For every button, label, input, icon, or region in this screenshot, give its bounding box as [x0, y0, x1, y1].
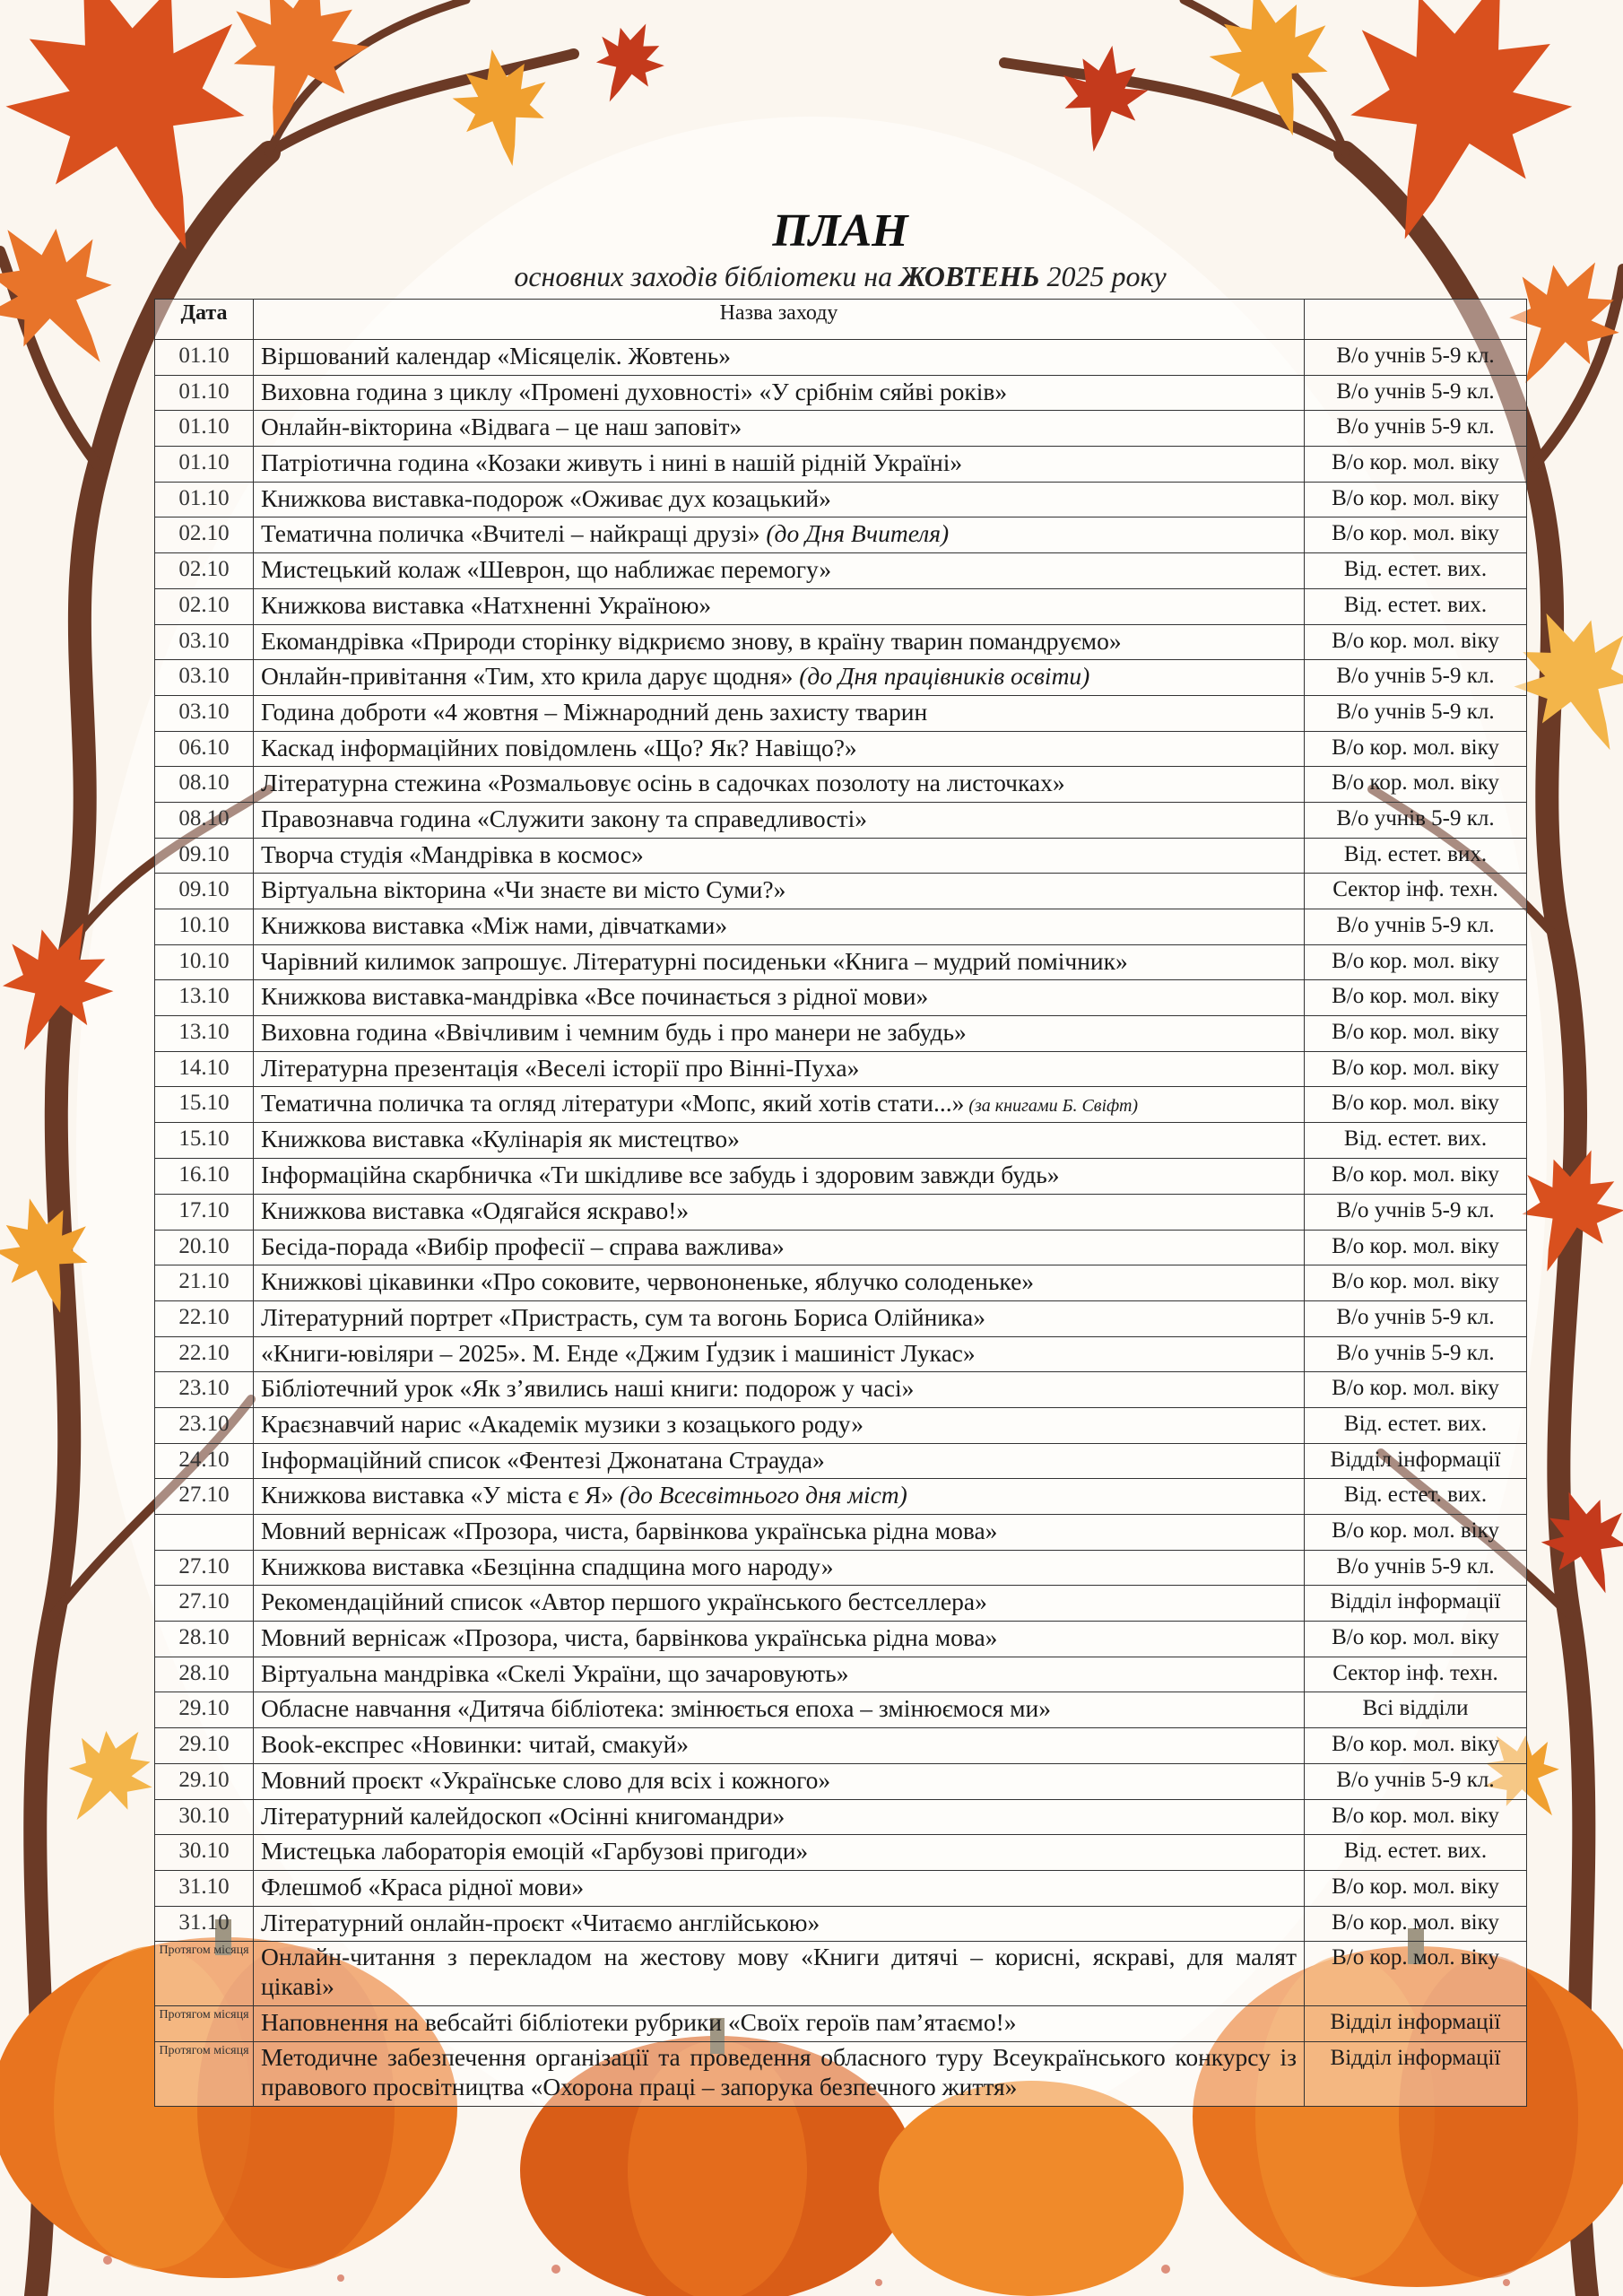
event-name: Літературна стежина «Розмальовує осінь в садочках позолоту на листочках»: [261, 769, 1065, 797]
event-name-cell: [254, 1336, 1305, 1372]
table-row: [155, 1835, 1527, 1871]
event-date: Протягом місяця: [155, 1942, 254, 2006]
event-name: Книжкова виставка-подорож «Оживає дух козацький»: [261, 483, 831, 512]
event-responsible: В/о учнів 5-9 кл.: [1305, 1194, 1527, 1230]
table-header-row: [155, 300, 1527, 340]
event-name: Книжкова виставка «Одягайся яскраво!»: [261, 1196, 690, 1224]
event-responsible: В/о кор. мол. віку: [1305, 1230, 1527, 1265]
event-responsible: В/о учнів 5-9 кл.: [1305, 909, 1527, 945]
event-name: Книжкова виставка «У міста є Я»: [261, 1481, 614, 1509]
event-responsible: В/о учнів 5-9 кл.: [1305, 695, 1527, 731]
event-responsible: В/о кор. мол. віку: [1305, 980, 1527, 1016]
event-name-cell: [254, 1051, 1305, 1087]
event-name-cell: [254, 1906, 1305, 1942]
event-name: Book-експрес «Новинки: читай, смакуй»: [261, 1730, 690, 1759]
event-responsible: Сектор інф. техн.: [1305, 874, 1527, 909]
event-name: Віртуальна вікторина «Чи знаєте ви місто Суми?»: [261, 875, 786, 904]
event-date: 23.10: [155, 1372, 254, 1408]
event-name: Наповнення на вебсайті бібліотеки рубрики «Своїх героїв пам’ятаємо!»: [261, 2008, 1017, 2037]
event-name: Книжкова виставка «Між нами, дівчатками»: [261, 911, 728, 939]
event-responsible: Відділ інформації: [1305, 2041, 1527, 2106]
table-row: [155, 2006, 1527, 2042]
table-row: [155, 1443, 1527, 1479]
event-name-cell: [254, 1300, 1305, 1336]
event-responsible: Від. естет. вих.: [1305, 1479, 1527, 1515]
table-row: [155, 944, 1527, 980]
event-date: 01.10: [155, 340, 254, 376]
event-date: 21.10: [155, 1265, 254, 1301]
event-name-cell: [254, 1372, 1305, 1408]
event-date: 15.10: [155, 1123, 254, 1159]
event-responsible: В/о кор. мол. віку: [1305, 1265, 1527, 1301]
table-row: [155, 1336, 1527, 1372]
event-name-cell: [254, 980, 1305, 1016]
event-name: Чарівний килимок запрошує. Літературні посиденьки «Книга – мудрий помічник»: [261, 946, 1128, 975]
event-responsible: В/о учнів 5-9 кл.: [1305, 340, 1527, 376]
event-date: 02.10: [155, 588, 254, 624]
event-name-cell: [254, 553, 1305, 589]
event-name-cell: [254, 1657, 1305, 1692]
table-row: [155, 1906, 1527, 1942]
event-responsible: В/о кор. мол. віку: [1305, 1942, 1527, 2006]
event-name: Мистецька лабораторія емоцій «Гарбузові пригоди»: [261, 1837, 809, 1866]
event-name: Екомандрівка «Природи сторінку відкриємо знову, в країну тварин помандруємо»: [261, 626, 1122, 655]
event-responsible: Відділ інформації: [1305, 1443, 1527, 1479]
table-row: [155, 2041, 1527, 2106]
event-name-cell: [254, 731, 1305, 767]
event-date: 22.10: [155, 1300, 254, 1336]
event-responsible: Всі відділи: [1305, 1692, 1527, 1728]
event-date: 09.10: [155, 874, 254, 909]
table-row: [155, 1372, 1527, 1408]
event-name: Флешмоб «Краса рідної мови»: [261, 1872, 585, 1900]
event-name: Мистецький колаж «Шеврон, що наближає перемогу»: [261, 555, 832, 584]
event-date: [155, 1515, 254, 1551]
event-responsible: Від. естет. вих.: [1305, 1123, 1527, 1159]
event-name: Онлайн-вікторина «Відвага – це наш заповіт»: [261, 413, 742, 441]
event-date: 31.10: [155, 1906, 254, 1942]
table-row: [155, 1300, 1527, 1336]
event-name-cell: [254, 588, 1305, 624]
event-name-cell: [254, 482, 1305, 517]
event-responsible: Від. естет. вих.: [1305, 1835, 1527, 1871]
event-name-cell: [254, 1942, 1305, 2006]
event-date: 20.10: [155, 1230, 254, 1265]
table-row: [155, 411, 1527, 447]
event-responsible: В/о кор. мол. віку: [1305, 1159, 1527, 1195]
event-name-cell: [254, 517, 1305, 553]
event-name-cell: [254, 1087, 1305, 1123]
table-row: [155, 838, 1527, 874]
event-name: «Книги-ювіляри – 2025». М. Енде «Джим Ґудзик і машиніст Лукас»: [261, 1338, 976, 1367]
table-row: [155, 767, 1527, 803]
table-row: [155, 517, 1527, 553]
event-date: 22.10: [155, 1336, 254, 1372]
event-name: Інформаційна скарбничка «Ти шкідливе все забудь і здоровим завжди будь»: [261, 1161, 1060, 1189]
event-name: Правознавча година «Служити закону та справедливості»: [261, 804, 867, 832]
event-date: 10.10: [155, 944, 254, 980]
table-row: [155, 1550, 1527, 1586]
event-name-cell: [254, 375, 1305, 411]
plan-title: ПЛАН: [772, 205, 908, 257]
event-name-cell: [254, 1194, 1305, 1230]
event-responsible: В/о кор. мол. віку: [1305, 1906, 1527, 1942]
event-name-cell: [254, 1016, 1305, 1052]
event-responsible: В/о кор. мол. віку: [1305, 731, 1527, 767]
event-name-cell: [254, 1479, 1305, 1515]
table-row: [155, 1728, 1527, 1764]
event-name: Віршований календар «Місяцелік. Жовтень»: [261, 342, 731, 370]
table-row: [155, 1942, 1527, 2006]
event-date: 29.10: [155, 1728, 254, 1764]
event-responsible: В/о кор. мол. віку: [1305, 1016, 1527, 1052]
event-name: Бібліотечний урок «Як з’явились наші книги: подорож у часі»: [261, 1374, 915, 1403]
event-name-cell: [254, 411, 1305, 447]
event-name-cell: [254, 1870, 1305, 1906]
event-date: 10.10: [155, 909, 254, 945]
event-name: Виховна година з циклу «Промені духовності» «У срібнім сяйві років»: [261, 377, 1008, 405]
table-row: [155, 802, 1527, 838]
table-row: [155, 980, 1527, 1016]
event-name-cell: [254, 2006, 1305, 2042]
event-responsible: В/о кор. мол. віку: [1305, 624, 1527, 660]
event-name-cell: [254, 660, 1305, 696]
event-name: Літературний калейдоскоп «Осінні книгомандри»: [261, 1801, 785, 1830]
event-responsible: Відділ інформації: [1305, 1586, 1527, 1622]
event-name-cell: [254, 1728, 1305, 1764]
event-responsible: В/о кор. мол. віку: [1305, 1372, 1527, 1408]
event-date: 08.10: [155, 767, 254, 803]
table-row: [155, 660, 1527, 696]
header-responsible: [1305, 300, 1527, 340]
event-name-cell: [254, 1586, 1305, 1622]
table-row: [155, 1799, 1527, 1835]
event-name: Рекомендаційний список «Автор першого українського бестселлера»: [261, 1587, 987, 1616]
event-responsible: В/о кор. мол. віку: [1305, 1087, 1527, 1123]
event-date: 02.10: [155, 553, 254, 589]
table-row: [155, 1692, 1527, 1728]
event-date: 16.10: [155, 1159, 254, 1195]
event-name: Мовний вернісаж «Прозора, чиста, барвінкова українська рідна мова»: [261, 1517, 998, 1544]
table-row: [155, 1051, 1527, 1087]
event-responsible: В/о учнів 5-9 кл.: [1305, 1300, 1527, 1336]
event-name: Тематична поличка та огляд літератури «Мопс, який хотів стати...»: [261, 1089, 965, 1118]
table-row: [155, 1870, 1527, 1906]
table-row: [155, 340, 1527, 376]
event-responsible: В/о кор. мол. віку: [1305, 482, 1527, 517]
event-date: 29.10: [155, 1692, 254, 1728]
event-date: Протягом місяця: [155, 2006, 254, 2042]
table-row: [155, 1622, 1527, 1657]
event-name-cell: [254, 1622, 1305, 1657]
event-date: 01.10: [155, 447, 254, 483]
event-name: Віртуальна мандрівка «Скелі України, що зачаровують»: [261, 1658, 849, 1687]
event-note: (до Дня Вчителя): [759, 519, 950, 548]
events-table: [154, 299, 1527, 2107]
table-row: [155, 1230, 1527, 1265]
event-date: 15.10: [155, 1087, 254, 1123]
event-name-cell: [254, 1265, 1305, 1301]
event-responsible: В/о кор. мол. віку: [1305, 447, 1527, 483]
event-name-cell: [254, 1763, 1305, 1799]
event-date: 01.10: [155, 482, 254, 517]
event-name-cell: [254, 1515, 1305, 1551]
event-name-cell: [254, 874, 1305, 909]
event-name: Інформаційний список «Фентезі Джонатана Страуда»: [261, 1445, 825, 1474]
event-date: Протягом місяця: [155, 2041, 254, 2106]
event-date: 27.10: [155, 1550, 254, 1586]
event-responsible: В/о кор. мол. віку: [1305, 1728, 1527, 1764]
event-date: 31.10: [155, 1870, 254, 1906]
table-row: [155, 375, 1527, 411]
event-name: Година доброти «4 жовтня – Міжнародний день захисту тварин: [261, 697, 928, 726]
event-date: 24.10: [155, 1443, 254, 1479]
event-date: 01.10: [155, 411, 254, 447]
event-name: Літературний онлайн-проєкт «Читаємо англійською»: [261, 1908, 820, 1936]
event-date: 02.10: [155, 517, 254, 553]
event-responsible: В/о кор. мол. віку: [1305, 767, 1527, 803]
event-name: Мовний вернісаж «Прозора, чиста, барвінкова українська рідна мова»: [261, 1623, 998, 1652]
event-date: 01.10: [155, 375, 254, 411]
event-date: 03.10: [155, 695, 254, 731]
event-date: 13.10: [155, 980, 254, 1016]
event-name-cell: [254, 944, 1305, 980]
event-date: 23.10: [155, 1407, 254, 1443]
table-row: [155, 1763, 1527, 1799]
event-name-cell: [254, 2041, 1305, 2106]
document-heading: [154, 204, 1526, 292]
event-name: Творча студія «Мандрівка в космос»: [261, 839, 644, 868]
event-responsible: Від. естет. вих.: [1305, 553, 1527, 589]
event-responsible: Від. естет. вих.: [1305, 588, 1527, 624]
event-responsible: Від. естет. вих.: [1305, 838, 1527, 874]
table-row: [155, 1479, 1527, 1515]
event-date: 27.10: [155, 1479, 254, 1515]
event-responsible: В/о кор. мол. віку: [1305, 944, 1527, 980]
event-name: Онлайн-читання з перекладом на жестову мову «Книги дитячі – корисні, яскраві, для малят цікаві»: [261, 1943, 1297, 2001]
event-responsible: Від. естет. вих.: [1305, 1407, 1527, 1443]
table-row: [155, 447, 1527, 483]
event-name: Методичне забезпечення організації та проведення обласного туру Всеукраїнського конкурсу із правового просвітництва «Охорона праці – запорука безпечного життя»: [261, 2042, 1297, 2100]
event-name: Патріотична година «Козаки живуть і нині в нашій рідній Україні»: [261, 448, 963, 477]
event-note: (до Всесвітнього дня міст): [613, 1481, 907, 1509]
event-responsible: В/о учнів 5-9 кл.: [1305, 660, 1527, 696]
event-name: Онлайн-привітання «Тим, хто крила дарує щодня»: [261, 662, 794, 691]
event-name-cell: [254, 695, 1305, 731]
event-name: Літературна презентація «Веселі історії про Вінні-Пуха»: [261, 1053, 860, 1082]
event-date: 30.10: [155, 1799, 254, 1835]
event-name: Літературний портрет «Пристрасть, сум та вогонь Бориса Олійника»: [261, 1302, 985, 1331]
event-responsible: В/о кор. мол. віку: [1305, 1515, 1527, 1551]
event-date: 30.10: [155, 1835, 254, 1871]
table-row: [155, 1194, 1527, 1230]
event-name: Каскад інформаційних повідомлень «Що? Як? Навіщо?»: [261, 733, 857, 761]
table-row: [155, 1159, 1527, 1195]
event-date: 14.10: [155, 1051, 254, 1087]
event-note: (до Дня працівників освіти): [793, 662, 1090, 691]
event-responsible: В/о учнів 5-9 кл.: [1305, 375, 1527, 411]
table-row: [155, 624, 1527, 660]
event-responsible: В/о учнів 5-9 кл.: [1305, 411, 1527, 447]
event-date: 13.10: [155, 1016, 254, 1052]
event-name-cell: [254, 1550, 1305, 1586]
event-responsible: В/о кор. мол. віку: [1305, 1051, 1527, 1087]
event-date: 17.10: [155, 1194, 254, 1230]
table-row: [155, 731, 1527, 767]
table-row: [155, 1515, 1527, 1551]
table-row: [155, 1016, 1527, 1052]
event-date: 28.10: [155, 1657, 254, 1692]
table-row: [155, 1586, 1527, 1622]
event-responsible: В/о кор. мол. віку: [1305, 1799, 1527, 1835]
event-name: Книжкові цікавинки «Про соковите, червононеньке, яблучко солоденьке»: [261, 1267, 1035, 1296]
event-name-cell: [254, 1443, 1305, 1479]
event-name: Виховна година «Ввічливим і чемним будь і про манери не забудь»: [261, 1018, 967, 1047]
table-row: [155, 1657, 1527, 1692]
event-responsible: В/о кор. мол. віку: [1305, 1870, 1527, 1906]
event-name-cell: [254, 1692, 1305, 1728]
event-date: 29.10: [155, 1763, 254, 1799]
table-row: [155, 874, 1527, 909]
event-name: Тематична поличка «Вчителі – найкращі друзі»: [261, 519, 760, 548]
event-name-cell: [254, 802, 1305, 838]
event-name-cell: [254, 1799, 1305, 1835]
table-row: [155, 588, 1527, 624]
table-row: [155, 1265, 1527, 1301]
event-date: 03.10: [155, 624, 254, 660]
event-name-cell: [254, 767, 1305, 803]
event-date: 27.10: [155, 1586, 254, 1622]
event-responsible: В/о кор. мол. віку: [1305, 517, 1527, 553]
event-name-cell: [254, 1230, 1305, 1265]
event-name: Книжкова виставка «Натхненні Україною»: [261, 590, 712, 619]
event-responsible: В/о учнів 5-9 кл.: [1305, 802, 1527, 838]
event-name: Книжкова виставка «Безцінна спадщина мого народу»: [261, 1552, 834, 1580]
event-date: 09.10: [155, 838, 254, 874]
event-name-cell: [254, 447, 1305, 483]
event-responsible: Відділ інформації: [1305, 2006, 1527, 2042]
table-row: [155, 909, 1527, 945]
event-date: 28.10: [155, 1622, 254, 1657]
event-responsible: В/о учнів 5-9 кл.: [1305, 1550, 1527, 1586]
event-name-cell: [254, 340, 1305, 376]
event-name-cell: [254, 838, 1305, 874]
event-name: Мовний проєкт «Українське слово для всіх і кожного»: [261, 1765, 831, 1794]
table-row: [155, 1407, 1527, 1443]
event-name-cell: [254, 1159, 1305, 1195]
event-responsible: В/о кор. мол. віку: [1305, 1622, 1527, 1657]
table-row: [155, 482, 1527, 517]
event-date: 06.10: [155, 731, 254, 767]
event-responsible: В/о учнів 5-9 кл.: [1305, 1763, 1527, 1799]
table-row: [155, 1123, 1527, 1159]
event-name-cell: [254, 909, 1305, 945]
header-date: Дата: [155, 300, 254, 340]
event-date: 03.10: [155, 660, 254, 696]
event-name-cell: [254, 1407, 1305, 1443]
event-name: Книжкова виставка «Кулінарія як мистецтво»: [261, 1125, 740, 1153]
table-row: [155, 1087, 1527, 1123]
event-responsible: Сектор інф. техн.: [1305, 1657, 1527, 1692]
event-note: (за книгами Б. Свіфт): [964, 1096, 1139, 1117]
event-name: Книжкова виставка-мандрівка «Все починається з рідної мови»: [261, 982, 929, 1011]
table-row: [155, 695, 1527, 731]
event-name: Обласне навчання «Дитяча бібліотека: змінюється епоха – змінюємося ми»: [261, 1694, 1051, 1723]
table-row: [155, 553, 1527, 589]
event-name-cell: [254, 624, 1305, 660]
event-date: 08.10: [155, 802, 254, 838]
event-name-cell: [254, 1835, 1305, 1871]
event-name: Бесіда-порада «Вибір професії – справа важлива»: [261, 1231, 785, 1260]
header-name: Назва заходу: [254, 300, 1305, 340]
event-name-cell: [254, 1123, 1305, 1159]
plan-subtitle: основних заходів бібліотеки на ЖОВТЕНЬ 2025 року: [514, 260, 1167, 292]
event-responsible: В/о учнів 5-9 кл.: [1305, 1336, 1527, 1372]
event-name: Краєзнавчий нарис «Академік музики з козацького роду»: [261, 1409, 864, 1438]
plan-month: ЖОВТЕНЬ: [899, 260, 1040, 292]
